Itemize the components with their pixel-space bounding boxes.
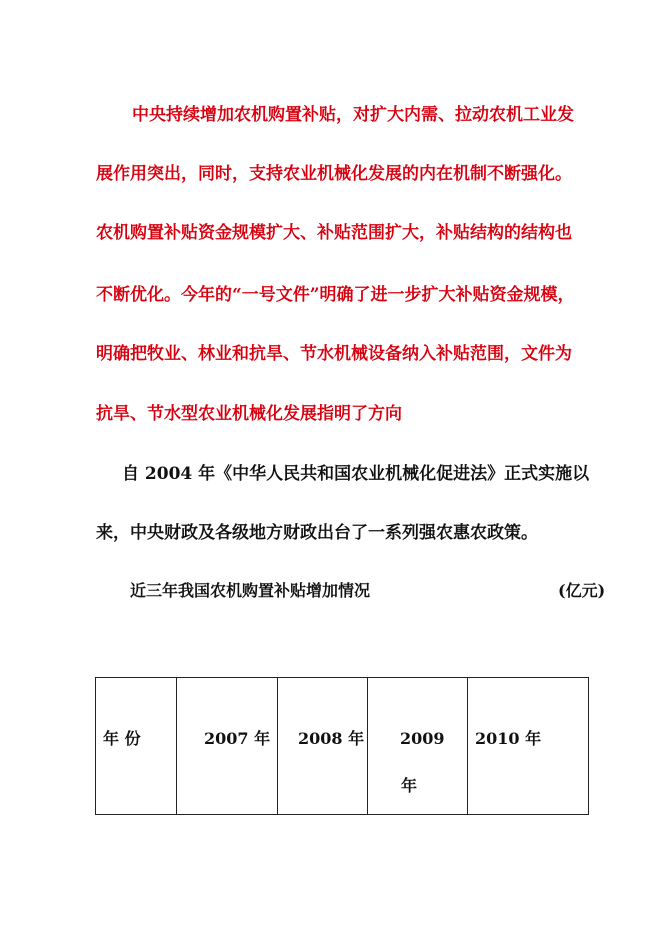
paragraph-line: 自 2004 年《中华人民共和国农业机械化促进法》正式实施以 xyxy=(122,464,590,484)
paragraph-line: 中央持续增加农机购置补贴，对扩大内需、拉动农机工业发 xyxy=(132,105,574,125)
table-header-cell-2008 xyxy=(278,678,368,815)
table-row xyxy=(96,678,589,815)
subsidy-table xyxy=(95,677,589,815)
year-2007: 2007 年 xyxy=(204,729,271,748)
paragraph-line: 明确把牧业、林业和抗旱、节水机械设备纳入补贴范围，文件为 xyxy=(96,344,572,364)
paragraph-line: 展作用突出，同时，支持农业机械化发展的内在机制不断强化。 xyxy=(96,164,572,184)
table-unit: (亿元) xyxy=(558,581,606,600)
paragraph-line: 来，中央财政及各级地方财政出台了一系列强农惠农政策。 xyxy=(96,523,538,543)
year-2009-suffix: 年 xyxy=(401,776,418,795)
year-label: 年 份 xyxy=(103,729,141,748)
year-2009: 2009 xyxy=(400,729,445,748)
year-2010: 2010 年 xyxy=(475,729,542,748)
paragraph-line: 农机购置补贴资金规模扩大、补贴范围扩大，补贴结构的结构也 xyxy=(96,223,572,243)
paragraph-line: 抗旱、节水型农业机械化发展指明了方向 xyxy=(96,404,402,424)
table-header-cell-2007 xyxy=(177,678,278,815)
table-header-cell-2010 xyxy=(468,678,589,815)
paragraph-line: 不断优化。今年的“一号文件”明确了进一步扩大补贴资金规模， xyxy=(96,285,575,305)
table-caption: 近三年我国农机购置补贴增加情况 xyxy=(130,581,371,600)
table-header-cell-year-label xyxy=(96,678,177,815)
table-header-cell-2009 xyxy=(368,678,468,815)
year-2008: 2008 年 xyxy=(298,729,365,748)
